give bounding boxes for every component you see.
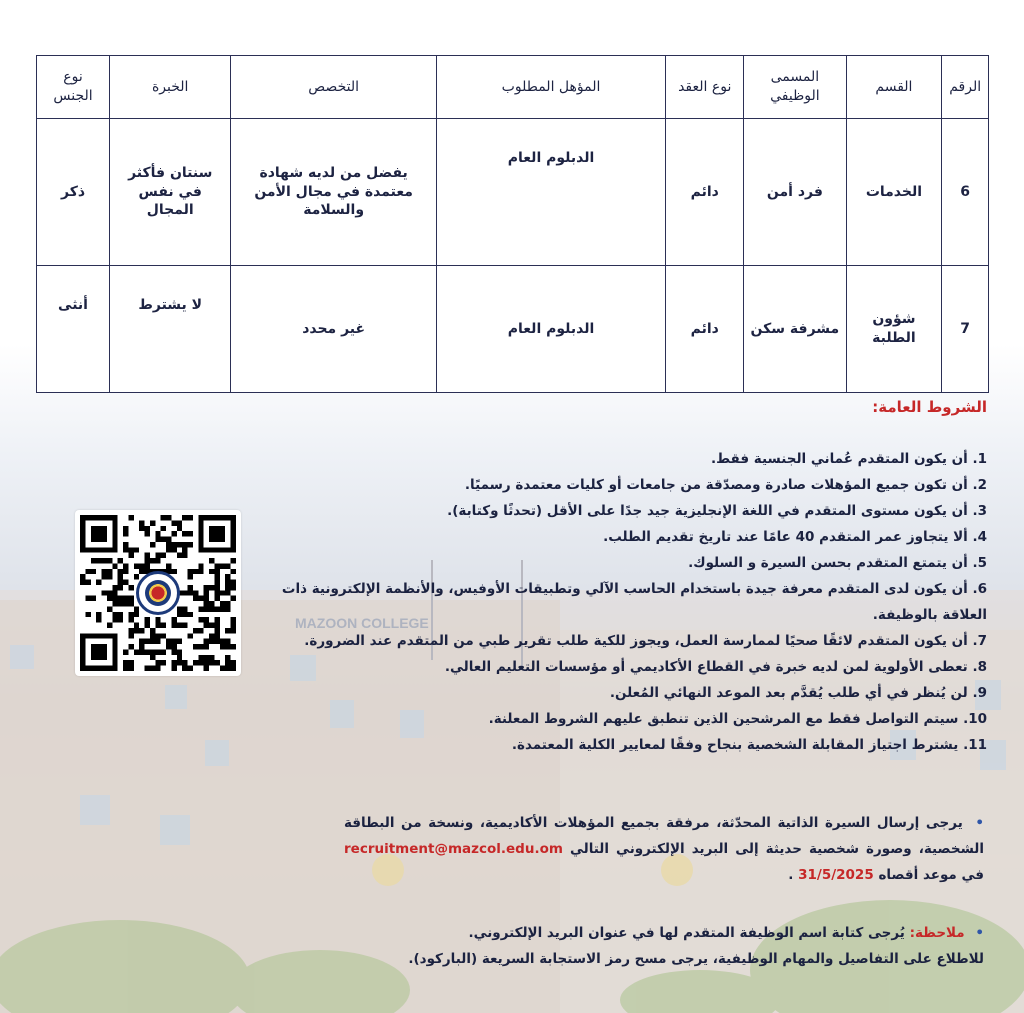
cell-dept: شؤون الطلبة	[846, 266, 942, 393]
condition-item: 7. أن يكون المتقدم لائقًا صحيًا لممارسة العمل، ويجوز للكية طلب تقرير طبي من المتقدم عند الضرورة.	[304, 633, 987, 649]
cell-qualification: الدبلوم العام	[436, 119, 665, 266]
header-experience: الخبرة	[110, 56, 231, 119]
cell-contract: دائم	[666, 119, 744, 266]
bullet-icon: •	[975, 815, 985, 831]
header-specialization: التخصص	[231, 56, 436, 119]
cell-num: 7	[942, 266, 989, 393]
email-link[interactable]: recruitment@mazcol.edu.om	[344, 841, 563, 857]
cell-specialization: غير محدد	[231, 266, 436, 393]
condition-item: 1. أن يكون المتقدم عُماني الجنسية فقط.	[710, 451, 987, 467]
conditions-title: الشروط العامة:	[872, 398, 987, 416]
college-logo-icon	[136, 571, 180, 615]
table-row	[37, 119, 989, 266]
header-dept: القسم	[846, 56, 942, 119]
cell-title: فرد أمن	[744, 119, 846, 266]
cell-experience: لا يشترط	[110, 266, 231, 393]
qr-code[interactable]	[75, 510, 241, 676]
cell-contract: دائم	[666, 266, 744, 393]
general-conditions	[267, 398, 987, 758]
header-num: الرقم	[942, 56, 989, 119]
condition-item: 8. تعطى الأولوية لمن لديه خبرة في القطاع الأكاديمي أو مؤسسات التعليم العالي.	[444, 659, 987, 675]
cell-gender: ذكر	[37, 119, 110, 266]
header-title: المسمى الوظيفي	[744, 56, 846, 119]
cell-num: 6	[942, 119, 989, 266]
deadline-date: 31/5/2025	[798, 867, 874, 883]
note1-deadline-text: في موعد أقصاه	[878, 867, 984, 883]
jobs-table	[36, 55, 989, 393]
table-row	[37, 266, 989, 393]
condition-item: 11. يشترط اجتياز المقابلة الشخصية بنجاح وفقًا لمعايير الكلية المعتمدة.	[511, 737, 987, 753]
cell-specialization: يفضل من لديه شهادة معتمدة في مجال الأمن والسلامة	[231, 119, 436, 266]
condition-item: 6. أن يكون لدى المتقدم معرفة جيدة باستخدام الحاسب الآلي وتطبيقات الأوفيس، والأنظمة الإلكترونية ذات العلاقة بالوظيفة.	[281, 581, 987, 623]
condition-item: 4. ألا يتجاوز عمر المتقدم 40 عامًا عند تاريخ تقديم الطلب.	[603, 529, 987, 545]
bullet-icon: •	[975, 925, 984, 941]
table-header-row	[37, 56, 989, 119]
header-qualification: المؤهل المطلوب	[436, 56, 665, 119]
note-label: ملاحظة:	[909, 925, 965, 941]
condition-item: 3. أن يكون مستوى المتقدم في اللغة الإنجليزية جيد جدًا على الأقل (تحدثًا وكتابة).	[447, 503, 987, 519]
header-gender: نوع الجنس	[37, 56, 110, 119]
condition-item: 2. أن تكون جميع المؤهلات صادرة ومصدّقة من جامعات أو كليات معتمدة رسميًا.	[464, 477, 987, 493]
header-contract: نوع العقد	[666, 56, 744, 119]
condition-item: 5. أن يتمتع المتقدم بحسن السيرة و السلوك.	[688, 555, 987, 571]
cell-qualification: الدبلوم العام	[436, 266, 665, 393]
cell-experience: سنتان فأكثر في نفس المجال	[110, 119, 231, 266]
note2-text: يُرجى كتابة اسم الوظيفة المتقدم لها في عنوان البريد الإلكتروني.	[468, 925, 905, 941]
conditions-list	[267, 446, 987, 758]
application-note	[344, 810, 984, 888]
condition-item: 10. سيتم التواصل فقط مع المرشحين الذين تنطبق عليهم الشروط المعلنة.	[488, 711, 987, 727]
college-sign-text: MAZOON COLLEGE	[295, 615, 429, 631]
note1-text: يرجى إرسال السيرة الذاتية المحدّثة، مرفقة بجميع المؤهلات الأكاديمية، ونسخة من البطاقة الشخصية، وصورة شخصية حديثة إلى البريد الإلكتروني التالي	[344, 815, 985, 857]
note2-line1	[344, 920, 984, 946]
note2-line2: للاطلاع على التفاصيل والمهام الوظيفية، يرجى مسح رمز الاستجابة السريعة (الباركود).	[408, 951, 984, 967]
cell-dept: الخدمات	[846, 119, 942, 266]
cell-gender: أنثى	[37, 266, 110, 393]
note-section	[344, 920, 984, 972]
note1-end: .	[788, 867, 794, 883]
cell-title: مشرفة سكن	[744, 266, 846, 393]
condition-item: 9. لن يُنظر في أي طلب يُقدَّم بعد الموعد النهائي المُعلن.	[609, 685, 987, 701]
